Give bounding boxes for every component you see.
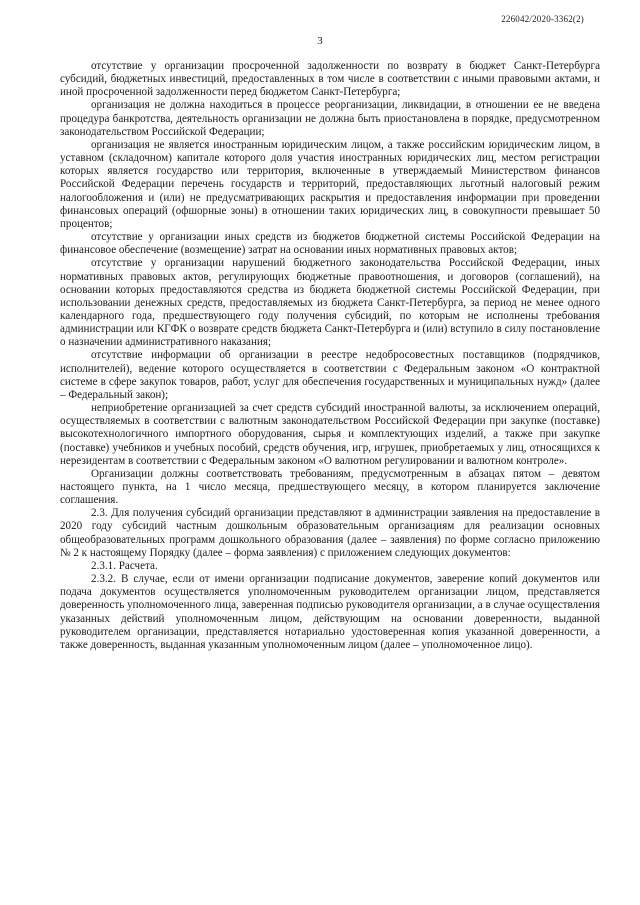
paragraph: отсутствие у организации иных средств из бюджетов бюджетной системы Российской Федерации на финансовое обеспечение (возмещение) затрат на основании иных нормативных правовых актов;	[60, 231, 600, 257]
paragraph: организация не должна находиться в процессе реорганизации, ликвидации, в отношении ее не введена процедура банкротства, деятельность организации не должна быть приостановлена в порядке, предусмотренном законодательством Российской Федерации;	[60, 99, 600, 138]
paragraph: 2.3. Для получения субсидий организации представляют в администрации заявления на предоставление в 2020 году субсидий частным дошкольным образовательным организациям для реализации основных общеобразовательных программ дошкольного образования (далее – заявления) по форме согласно приложению № 2 к настоящему Порядку (далее – форма заявления) с приложением следующих документов:	[60, 507, 600, 559]
page-number: 3	[317, 35, 323, 47]
paragraph: Организации должны соответствовать требованиям, предусмотренным в абзацах пятом – девятом настоящего пункта, на 1 число месяца, предшествующего месяцу, в котором планируется заключение соглашения.	[60, 467, 600, 507]
paragraph: отсутствие информации об организации в реестре недобросовестных поставщиков (подрядчиков, исполнителей), ведение которого осуществляется в соответствии с Федеральным законом «О контрактной системе в сфере закупок товаров, работ, услуг для обеспечения государственных и муниципальных нужд» (далее – Федеральный закон);	[60, 349, 600, 401]
paragraph: неприобретение организацией за счет средств субсидий иностранной валюты, за исключением операций, осуществляемых в соответствии с валютным законодательством Российской Федерации при закупке (поставке) высокотехнологичного импортного оборудования, сырья и комплектующих изделий, а также при закупке (поставке) учебников и учебных пособий, средств обучения, игр, игрушек, приобретаемых у лиц, относящихся к нерезидентам в соответствии с Федеральным законом «О валютном регулировании и валютном контроле».	[60, 402, 600, 467]
document-number: 226042/2020-3362(2)	[501, 14, 584, 24]
document-body	[60, 60, 600, 652]
paragraph: 2.3.2. В случае, если от имени организации подписание документов, заверение копий документов или подача документов осуществляется уполномоченным руководителем организации лицом, представляется доверенность уполномоченного лица, заверенная подписью руководителя организации, а в случае осуществления указанных действий уполномоченным лицом, действующим на основании доверенности, выданной руководителем организации, представляется нотариально удостоверенная копия указанной доверенности, а также доверенность, выданная указанным уполномоченным лицом (далее – уполномоченное лицо).	[60, 573, 600, 651]
paragraph: отсутствие у организации нарушений бюджетного законодательства Российской Федерации, иных нормативных правовых актов, регулирующих бюджетные правоотношения, и договоров (соглашений), на основании которых предоставляются средства из бюджета бюджетной системы Российской Федерации, при использовании денежных средств, предоставляемых из бюджета Санкт-Петербурга, за период не менее одного календарного года, предшествующего году получения субсидий, по которым не исполнены требования администрации или КГФК о возврате средств бюджета Санкт-Петербурга и (или) вступило в силу постановление о назначении административного наказания;	[60, 257, 600, 349]
paragraph: отсутствие у организации просроченной задолженности по возврату в бюджет Санкт-Петербурга субсидий, бюджетных инвестиций, предоставленных в том числе в соответствии с иными правовыми актами, и иной просроченной задолженности перед бюджетом Санкт-Петербурга;	[60, 60, 600, 99]
paragraph: организация не является иностранным юридическим лицом, а также российским юридическим лицом, в уставном (складочном) капитале которого доля участия иностранных юридических лиц, местом регистрации которых является государство или территория, включенные в утверждаемый Министерством финансов Российской Федерации перечень государств и территорий, предоставляющих льготный налоговый режим налогообложения и (или) не предусматривающих раскрытия и предоставления информации при проведении финансовых операций (офшорные зоны) в отношении таких юридических лиц, в совокупности превышает 50 процентов;	[60, 138, 600, 230]
paragraph: 2.3.1. Расчета.	[91, 559, 158, 572]
